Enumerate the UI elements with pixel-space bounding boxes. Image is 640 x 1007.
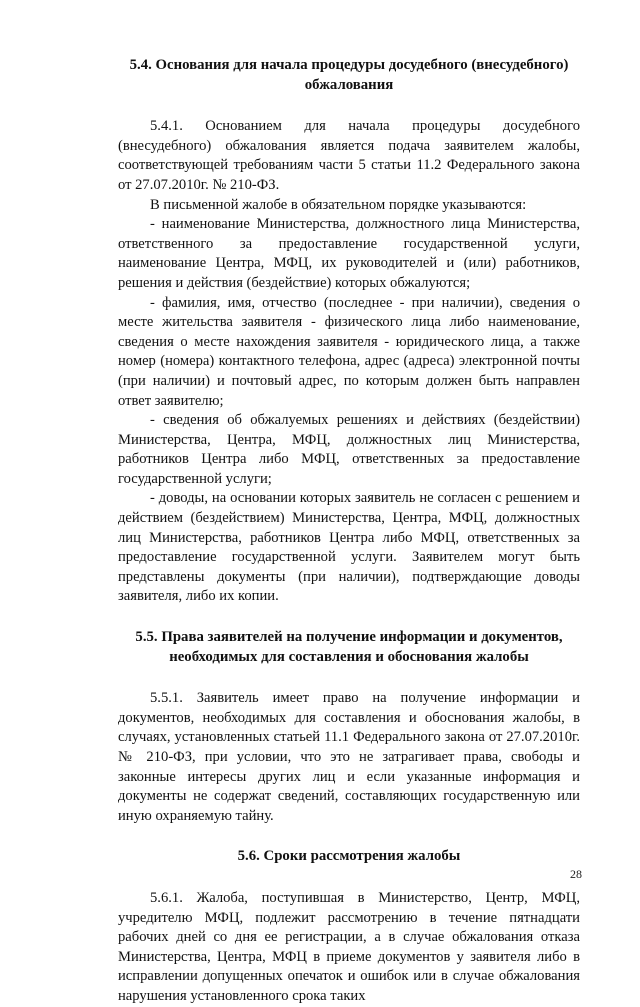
list-item: - сведения об обжалуемых решениях и действиях (бездействии) Министерства, Центра, МФЦ, должностных лиц Министерства, работников Центра либо МФЦ, ответственных за предоставление государственной услуги; (118, 412, 580, 487)
section-heading: 5.4. Основания для начала процедуры досудебного (внесудебного) обжалования (129, 57, 569, 93)
section-5-5 (118, 628, 580, 826)
list-item: - доводы, на основании которых заявитель не согласен с решением и действием (бездействием) Министерства, Центра, МФЦ, должностных лиц Министерства, работников Центра либо МФЦ, ответственных за предоставление государственной услуги. Заявителем могут быть представлены документы (при наличии), подтверждающие доводы заявителя, либо их копии. (118, 490, 580, 605)
paragraph: 5.6.1. Жалоба, поступившая в Министерство, Центр, МФЦ, учредителю МФЦ, подлежит рассмотрению в течение пятнадцати рабочих дней со дня ее регистрации, а в случае обжалования отказа Министерства, Центра, МФЦ в приеме документов у заявителя либо в исправлении допущенных опечаток и ошибок или в случае обжалования нарушения установленного срока таких (118, 889, 580, 1004)
section-heading: 5.6. Сроки рассмотрения жалобы (237, 848, 461, 865)
section-heading: 5.5. Права заявителей на получение информации и документов, необходимых для составления и обоснования жалобы (135, 629, 563, 665)
paragraph: 5.5.1. Заявитель имеет право на получение информации и документов, необходимых для составления и обоснования жалобы, в случаях, установленных статьей 11.1 Федерального закона от 27.07.2010г. № 210-ФЗ, при условии, что это не затрагивает права, свободы и законные интересы других лиц и если указанные информация и документы не содержат сведений, составляющих государственную или иную охраняемую тайну. (118, 690, 580, 824)
page-number: 28 (570, 867, 582, 881)
list-item: - фамилия, имя, отчество (последнее - при наличии), сведения о месте жительства заявителя - физического лица либо наименование, сведения о месте нахождения заявителя - юридического лица, а также номер (номера) контактного телефона, адрес (адреса) электронной почты (при наличии) и почтовый адрес, по которым должен быть направлен ответ заявителю; (118, 294, 580, 409)
list-item: - наименование Министерства, должностного лица Министерства, ответственного за предоставление государственной услуги, наименование Центра, МФЦ, их руководителей и (или) работников, решения и действия (бездействие) которых обжалуются; (118, 216, 580, 291)
paragraph: 5.4.1. Основанием для начала процедуры досудебного (внесудебного) обжалования является подача заявителем жалобы, соответствующей требованиям части 5 статьи 11.2 Федерального закона от 27.07.2010г. № 210-ФЗ. (118, 118, 580, 193)
document-body (118, 56, 580, 1007)
section-5-6 (118, 847, 580, 1006)
paragraph: В письменной жалобе в обязательном порядке указываются: (150, 196, 527, 213)
section-5-4 (118, 56, 580, 607)
